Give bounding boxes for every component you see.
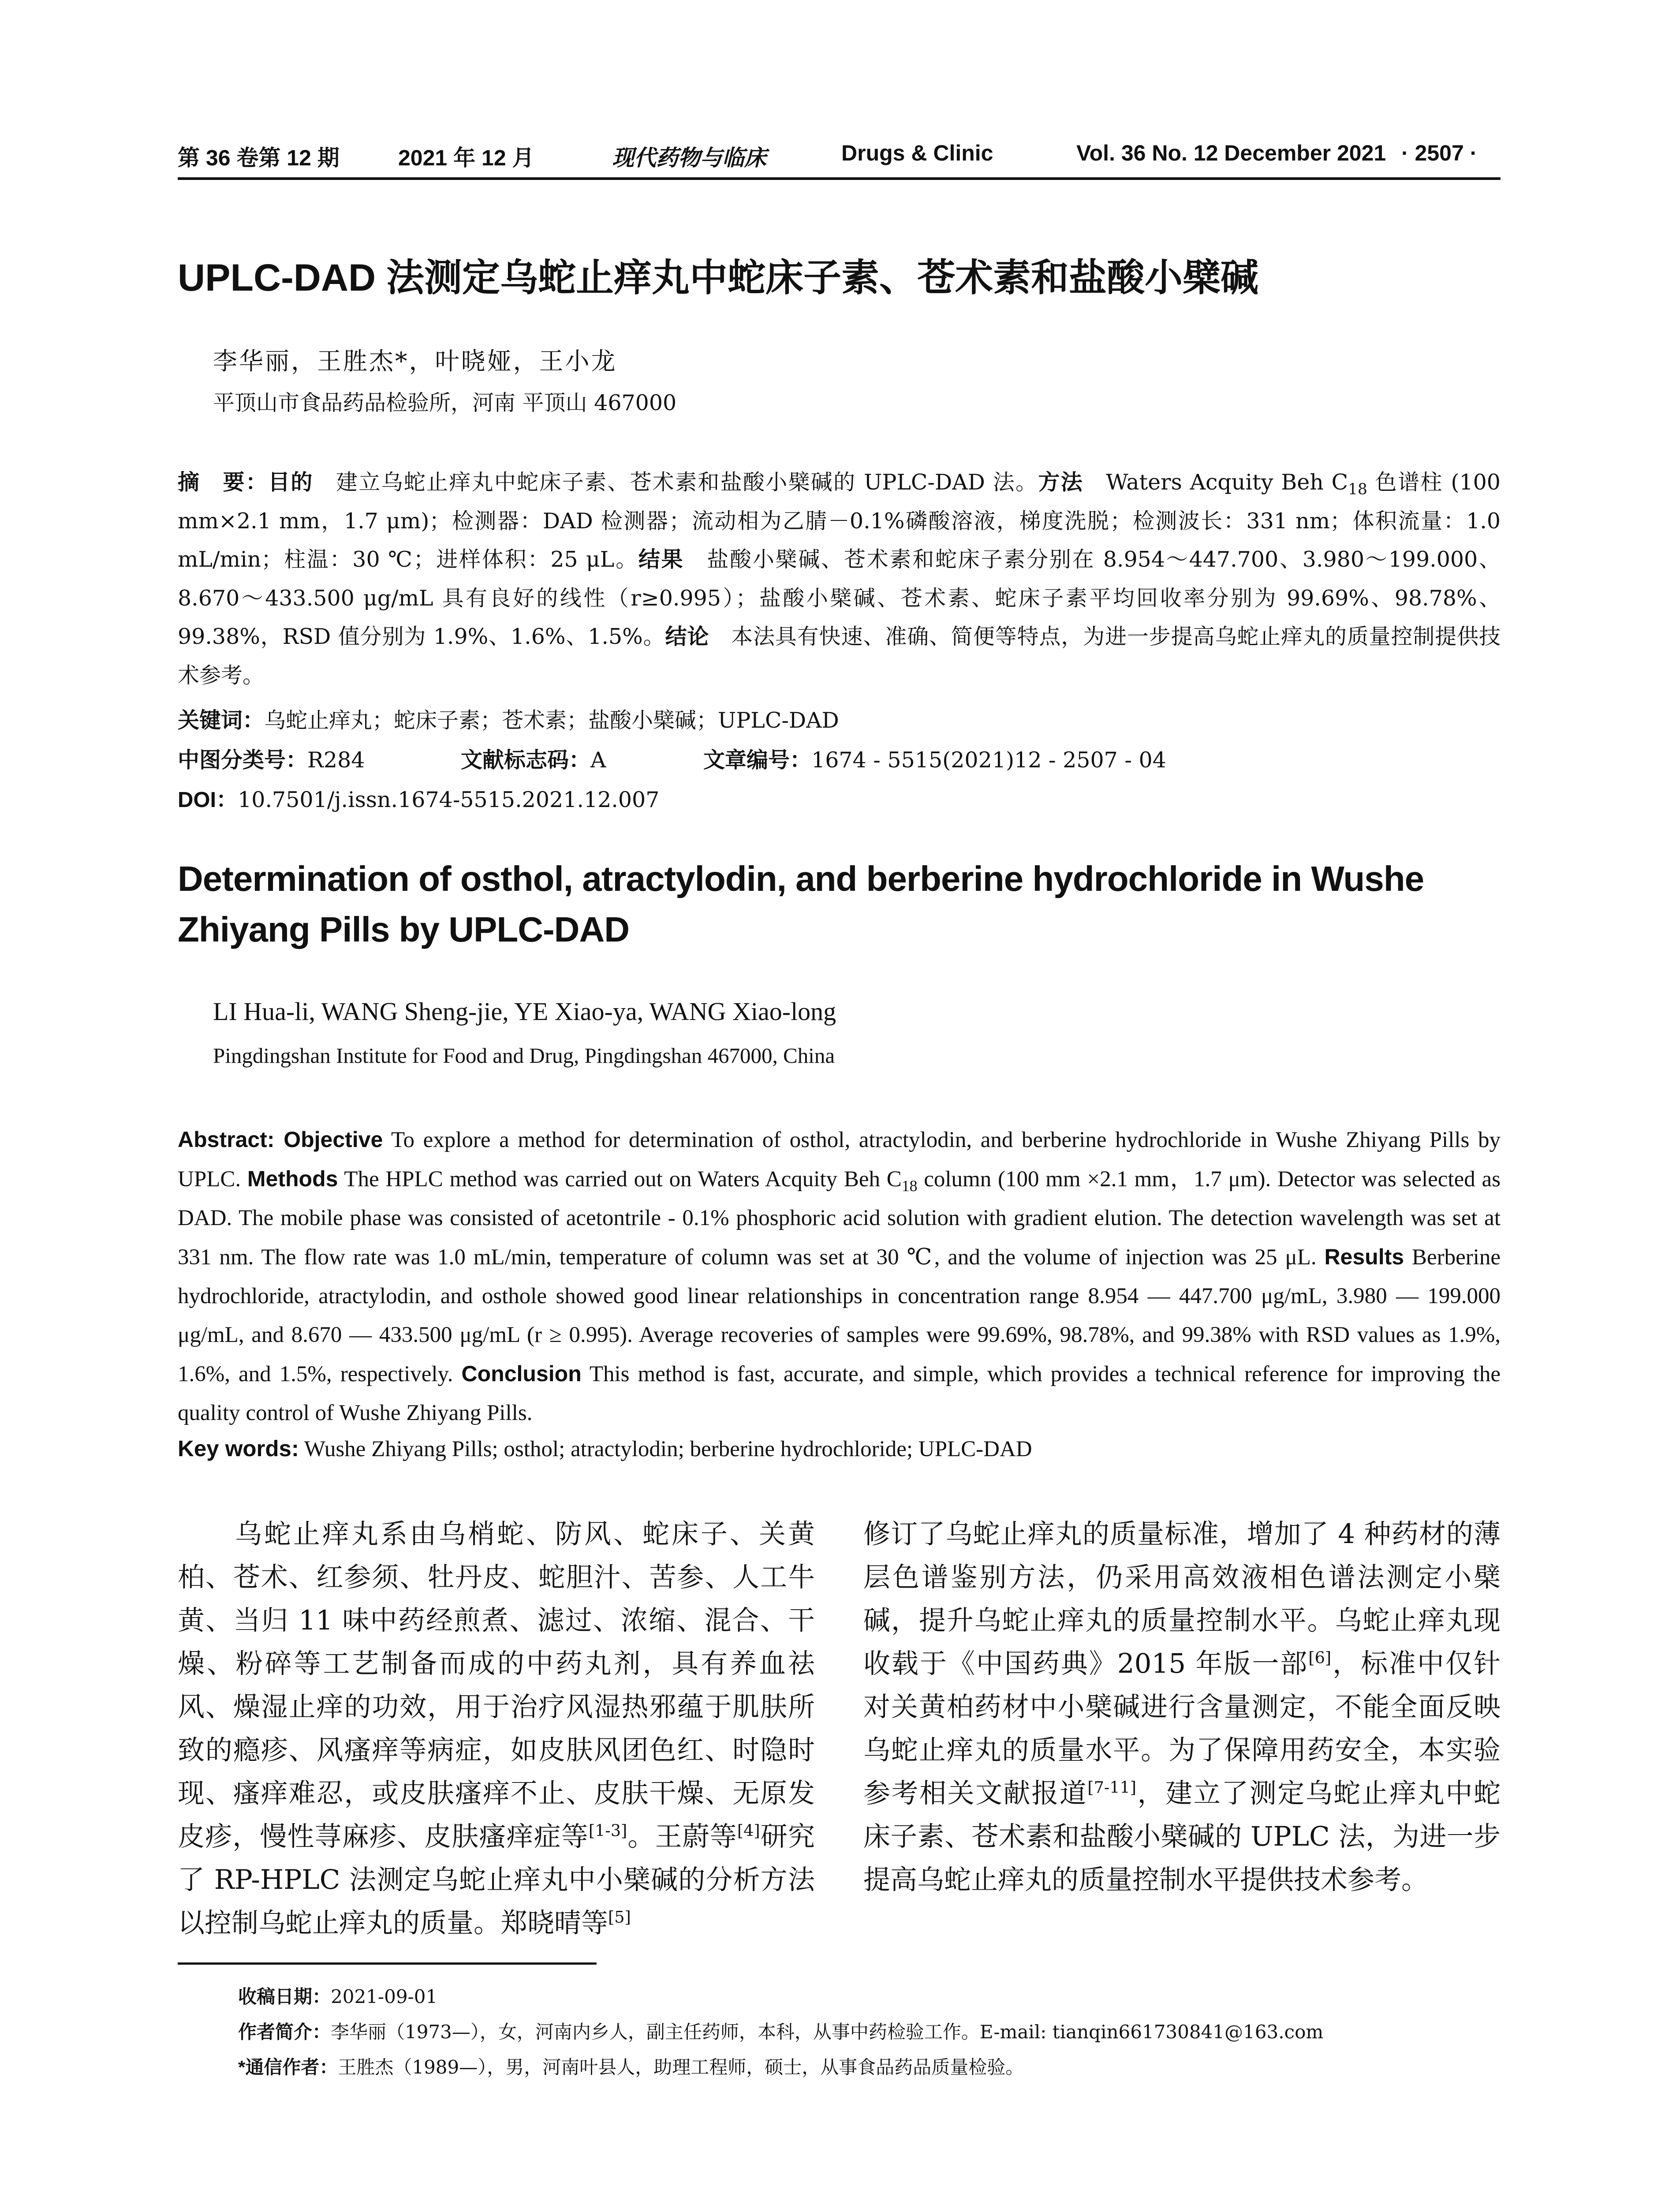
- en-abstract-label: Abstract: Objective: [178, 1127, 383, 1152]
- cn-abstract-label: 摘 要：: [178, 471, 269, 494]
- doi-label: DOI：: [178, 788, 238, 812]
- body-col2-text-b: ，标准中仅针对关黄柏药材中小檗碱进行含量测定，不能全面反映乌蛇止痒丸的质量水平。为了保障用药安全，本实验参考相关文献报道: [863, 1648, 1501, 1809]
- en-method-text-2: column (100 mm ×2.1 mm，1.7 μm). Detector was selected as DAD. The mobile phase was consisted of acetontrile - 0.1% phosphoric acid solution with gradient elution. The detection wavelength was set at 331 nm. The flow rate was 1.0 mL/min, temperature of column was set at 30 ℃, and the volume of injection was 25 μL.: [178, 1167, 1501, 1270]
- en-title: Determination of osthol, atractylodin, and berberine hydrochloride in Wushe Zhiyang Pills by UPLC-DAD: [178, 859, 1424, 949]
- en-method-text: The HPLC method was carried out on Waters Acquity Beh C: [338, 1167, 902, 1192]
- header-date-cn: 2021 年 12 月: [398, 146, 534, 170]
- author-bio-text: 李华丽（1973—），女，河南内乡人，副主任药师，本科，从事中药检验工作。E-mail: tianqin661730841@163.com: [331, 2021, 1324, 2043]
- en-result-text: Berberine hydrochloride, atractylodin, and osthole showed good linear relationships in concentration range 8.954 — 447.700 μg/mL, 3.980 — 199.000 μg/mL, and 8.670 — 433.500 μg/mL (r ≥ 0.995). Average recoveries of samples were 99.69%, 98.78%, and 99.38% with RSD values as 1.9%, 1.6%, and 1.5%, respectively.: [178, 1245, 1501, 1387]
- cn-keywords-text: 乌蛇止痒丸；蛇床子素；苍术素；盐酸小檗碱；UPLC-DAD: [264, 708, 839, 733]
- en-authors: LI Hua-li, WANG Sheng-jie, YE Xiao-ya, WANG Xiao-long: [213, 997, 836, 1026]
- en-abstract: [178, 1120, 1501, 1432]
- body-col1-text-a: 乌蛇止痒丸系由乌梢蛇、防风、蛇床子、关黄柏、苍术、红参须、牡丹皮、蛇胆汁、苦参、人工牛黄、当归 11 味中药经煎煮、滤过、浓缩、混合、干燥、粉碎等工艺制备而成的中药丸剂，具有养血祛风、燥湿止痒的功效，用于治疗风湿热邪蕴于肌肤所致的瘾疹、风瘙痒等病症，如皮肤风团色红、时隐时现、瘙痒难忍，或皮肤瘙痒不止、皮肤干燥、无原发皮疹，慢性荨麻疹、皮肤瘙痒症等: [178, 1518, 815, 1852]
- cn-method-label: 方法: [1038, 471, 1083, 494]
- cn-doc-code: [461, 743, 606, 774]
- en-affiliation: Pingdingshan Institute for Food and Drug, Pingdingshan 467000, China: [213, 1043, 835, 1068]
- en-result-label: Results: [1324, 1245, 1404, 1269]
- cn-affiliation: 平顶山市食品药品检验所，河南 平顶山 467000: [213, 390, 677, 415]
- citation-ref[interactable]: [7-11]: [1087, 1778, 1137, 1797]
- body-column-left: [178, 1513, 815, 1945]
- citation-ref[interactable]: [4]: [737, 1821, 760, 1840]
- clc-label: 中图分类号：: [178, 748, 308, 772]
- running-header: [178, 140, 1501, 176]
- en-keywords-label: Key words:: [178, 1436, 299, 1461]
- cn-article-number: [703, 743, 1166, 774]
- en-method-subscript: 18: [901, 1177, 918, 1195]
- header-journal-cn: 现代药物与临床: [612, 145, 766, 171]
- en-keywords-text: Wushe Zhiyang Pills; osthol; atractylodin; berberine hydrochloride; UPLC-DAD: [299, 1437, 1032, 1461]
- cn-doi: [178, 783, 659, 814]
- cn-conclusion-text: 本法具有快速、准确、简便等特点，为进一步提高乌蛇止痒丸的质量控制提供技术参考。: [178, 624, 1501, 688]
- article-number-value: 1674 - 5515(2021)12 - 2507 - 04: [811, 747, 1166, 773]
- header-volume-cn: 第 36 卷第 12 期: [178, 146, 340, 170]
- cn-title: UPLC-DAD 法测定乌蛇止痒丸中蛇床子素、苍术素和盐酸小檗碱: [178, 257, 1258, 299]
- cn-conclusion-label: 结论: [665, 625, 709, 649]
- received-label: 收稿日期：: [238, 1986, 331, 2007]
- body-col1-text-b: 。王蔚等: [627, 1821, 737, 1852]
- header-journal-en: Drugs & Clinic: [841, 141, 993, 165]
- en-method-label: Methods: [247, 1166, 338, 1191]
- cn-objective-text: 建立乌蛇止痒丸中蛇床子素、苍术素和盐酸小檗碱的 UPLC-DAD 法。: [313, 470, 1038, 495]
- cn-abstract: [178, 463, 1501, 695]
- citation-ref[interactable]: [6]: [1308, 1648, 1332, 1667]
- cn-method-text: Waters Acquity Beh C: [1083, 470, 1348, 495]
- corresponding-text: 王胜杰（1989—），男，河南叶县人，助理工程师，硕士，从事食品药品质量检验。: [338, 2056, 1024, 2078]
- article-number-label: 文章编号：: [703, 748, 812, 772]
- cn-method-text-2: 色谱柱 (100 mm×2.1 mm，1.7 μm)；检测器：DAD 检测器；流动相为乙腈－0.1%磷酸溶液，梯度洗脱；检测波长：331 nm；体积流量：1.0 mL/min；柱温：30 ℃；进样体积：25 μL。: [178, 470, 1501, 572]
- citation-ref[interactable]: [1-3]: [588, 1821, 627, 1840]
- body-col2-text-c: ，建立了测定乌蛇止痒丸中蛇床子素、苍术素和盐酸小檗碱的 UPLC 法，为进一步提高乌蛇止痒丸的质量控制水平提供技术参考。: [863, 1778, 1501, 1895]
- header-page-number: · 2507 ·: [1401, 141, 1478, 165]
- doc-code-label: 文献标志码：: [461, 748, 591, 772]
- footnote-received: [238, 1982, 437, 2009]
- en-conclusion-text: This method is fast, accurate, and simple, which provides a technical reference for improving the quality control of Wushe Zhiyang Pills.: [178, 1362, 1501, 1425]
- cn-keywords: [178, 703, 839, 734]
- author-bio-label: 作者简介：: [238, 2022, 331, 2042]
- cn-classification: [178, 743, 365, 774]
- cn-result-label: 结果: [638, 548, 684, 572]
- cn-result-text: 盐酸小檗碱、苍术素和蛇床子素分别在 8.954～447.700、3.980～199.000、8.670～433.500 μg/mL 具有良好的线性（r≥0.995）；盐酸小檗碱、苍术素、蛇床子素平均回收率分别为 99.69%、98.78%、99.38%，RSD 值分别为 1.9%、1.6%、1.5%。: [178, 547, 1501, 649]
- citation-ref[interactable]: [5]: [608, 1907, 631, 1927]
- doi-link[interactable]: 10.7501/j.issn.1674-5515.2021.12.007: [238, 787, 660, 812]
- cn-method-subscript: 18: [1348, 480, 1367, 498]
- doc-code-value: A: [590, 747, 606, 773]
- received-date: 2021-09-01: [331, 1986, 438, 2007]
- footnote-rule: [178, 1962, 597, 1965]
- body-column-right: [863, 1513, 1501, 1902]
- header-volume-en: Vol. 36 No. 12 December 2021: [1076, 141, 1386, 165]
- footnote-author-bio: [238, 2018, 1323, 2044]
- corresponding-label: *通信作者：: [238, 2057, 338, 2078]
- body-col2-text-a: 修订了乌蛇止痒丸的质量标准，增加了 4 种药材的薄层色谱鉴别方法，仍采用高效液相色谱法测定小檗碱，提升乌蛇止痒丸的质量控制水平。乌蛇止痒丸现收载于《中国药典》2015 年版一部: [863, 1518, 1501, 1679]
- en-keywords: [178, 1435, 1032, 1462]
- body-col1-text-c: 研究了 RP-HPLC 法测定乌蛇止痒丸中小檗碱的分析方法以控制乌蛇止痒丸的质量。郑晓晴等: [178, 1821, 815, 1939]
- clc-value: R284: [307, 747, 365, 773]
- en-conclusion-label: Conclusion: [461, 1361, 582, 1386]
- cn-keywords-label: 关键词：: [178, 709, 265, 733]
- header-rule: [178, 177, 1501, 180]
- footnote-corresponding: [238, 2053, 1024, 2079]
- cn-authors: 李华丽，王胜杰*，叶晓娅，王小龙: [213, 347, 617, 375]
- cn-objective-label: 目的: [268, 471, 314, 494]
- en-objective-text: To explore a method for determination of osthol, atractylodin, and berberine hydrochloride in Wushe Zhiyang Pills by UPLC.: [178, 1128, 1501, 1192]
